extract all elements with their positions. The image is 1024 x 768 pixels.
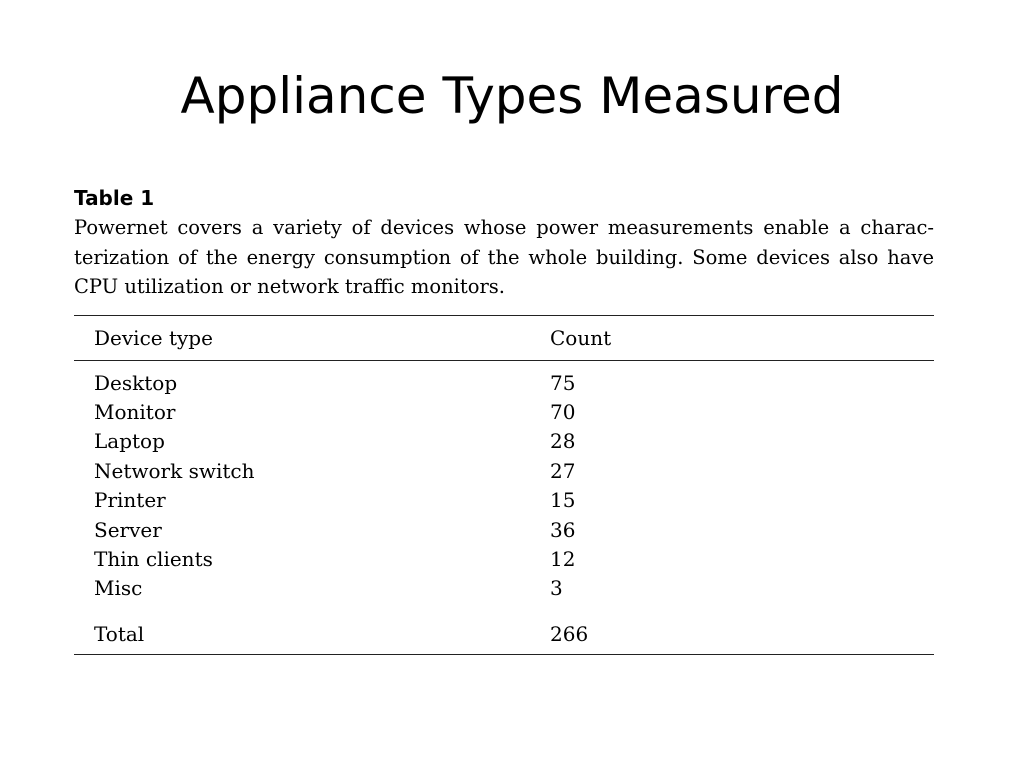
caption-line: Powernet covers a variety of devices whose power measurements enable a charac-	[74, 216, 934, 239]
table-row	[74, 360, 934, 398]
total-label: Total	[74, 620, 550, 655]
count-cell: 36	[550, 517, 576, 542]
count-cell: 15	[550, 488, 576, 513]
device-cell: Server	[94, 517, 162, 542]
device-cell: Laptop	[94, 429, 165, 454]
slide-title: Appliance Types Measured	[180, 67, 844, 125]
caption-line: CPU utilization or network traffic monitors.	[74, 275, 505, 298]
table-row	[74, 486, 934, 515]
total-count: 266	[550, 620, 934, 655]
header-count: Count	[550, 315, 934, 360]
table-row	[74, 574, 934, 603]
table-label: Table 1	[74, 186, 155, 210]
table-row	[74, 427, 934, 456]
table-spacer	[74, 604, 934, 620]
table-header-row	[74, 315, 934, 360]
device-cell: Monitor	[94, 399, 176, 424]
device-cell: Desktop	[94, 370, 178, 395]
count-cell: 75	[550, 370, 576, 395]
table-row	[74, 516, 934, 545]
device-cell: Network switch	[94, 458, 255, 483]
table-caption	[74, 213, 934, 302]
device-cell: Misc	[94, 576, 143, 601]
count-cell: 70	[550, 399, 576, 424]
count-cell: 27	[550, 458, 576, 483]
table-row	[74, 398, 934, 427]
caption-line: terization of the energy consumption of the whole building. Some devices also have	[74, 245, 934, 269]
table-total-row	[74, 620, 934, 655]
count-cell: 3	[550, 576, 563, 601]
count-cell: 12	[550, 546, 576, 571]
table-block	[74, 184, 934, 655]
table-row	[74, 545, 934, 574]
table-row	[74, 457, 934, 486]
device-cell: Thin clients	[94, 546, 213, 571]
device-table	[74, 315, 934, 655]
header-device-type: Device type	[74, 315, 550, 360]
device-cell: Printer	[94, 488, 166, 513]
count-cell: 28	[550, 429, 576, 454]
